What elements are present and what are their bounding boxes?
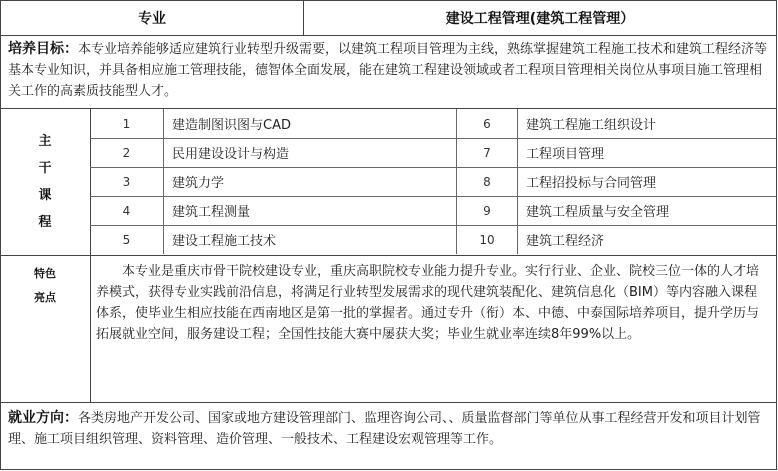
course-number: 10 [479, 232, 495, 247]
employment-paragraph [8, 408, 770, 450]
employment-colon: ： [64, 410, 78, 426]
courses-label-char: 课 [38, 187, 52, 203]
course-number: 7 [483, 145, 491, 160]
course-name: 建造制图识图与CAD [172, 118, 291, 133]
objective-paragraph [8, 39, 770, 102]
row-divider [0, 255, 777, 256]
course-number: 9 [483, 203, 491, 218]
course-number: 1 [122, 116, 131, 131]
features-paragraph [96, 261, 768, 345]
course-row [90, 109, 776, 138]
course-name: 工程项目管理 [526, 147, 605, 162]
course-name: 民用建设设计与构造 [172, 147, 290, 162]
features-label [0, 256, 90, 402]
major-value-cell [304, 1, 776, 35]
course-number: 2 [122, 145, 131, 160]
objective-colon: ： [64, 41, 78, 57]
major-label-cell [1, 1, 303, 35]
row-divider [0, 402, 777, 403]
employment-label: 就业方向 [8, 410, 64, 426]
course-number: 8 [483, 174, 491, 189]
course-name: 建设工程施工技术 [172, 234, 277, 249]
course-name: 建筑力学 [172, 176, 225, 191]
course-number: 4 [122, 203, 131, 218]
features-text: 本专业是重庆市骨干院校建设专业，重庆高职院校专业能力提升专业。实行行业、企业、院校三位一体的人才培养模式，获得专业实践前沿信息，将满足行业转型发展需求的现代建筑装配化、建筑信息化（BIM）等内容融入课程体系，使毕业生相应技能在西南地区是第一批的掌握者。通过专升（衔）本、中德、中泰国际培养项目，提升学历与拓展就业空间，服务建设工程；全国性技能大赛中屡获大奖；毕业生就业率连续8年99%以上。 [96, 264, 760, 342]
features-label-line: 特色 [34, 267, 56, 280]
courses-label-char: 主 [38, 133, 52, 149]
course-number: 5 [122, 232, 131, 247]
course-number: 6 [483, 116, 491, 131]
courses-label-char: 程 [38, 214, 52, 230]
course-row [90, 225, 776, 254]
objective-label: 培养目标 [8, 41, 64, 57]
courses-grid [90, 109, 776, 254]
course-row [90, 138, 776, 167]
course-row [90, 196, 776, 225]
row-divider [0, 35, 777, 36]
major-label: 专业 [138, 11, 166, 27]
course-name: 建筑工程施工组织设计 [526, 118, 657, 133]
objective-text: 本专业培养能够适应建筑行业转型升级需要，以建筑工程项目管理为主线，熟练掌握建筑工程施工技术和建筑工程经济等基本专业知识，并具备相应施工管理技能，德智体全面发展，能在建筑工程建设领域或者工程项目管理相关岗位从事项目施工管理相关工作的高素质技能型人才。 [8, 42, 768, 99]
course-number: 3 [122, 174, 131, 189]
courses-label-char: 干 [38, 160, 52, 176]
course-name: 建筑工程经济 [526, 234, 605, 249]
courses-label [0, 109, 90, 254]
course-name: 工程招投标与合同管理 [526, 176, 657, 191]
course-row [90, 167, 776, 196]
course-name: 建筑工程质量与安全管理 [526, 205, 670, 220]
features-label-divider [90, 256, 91, 402]
employment-text: 各类房地产开发公司、国家或地方建设管理部门、监理咨询公司、、质量监督部门等单位从事工程经营开发和项目计划管理、施工项目组织管理、资料管理、造价管理、一般技术、工程建设宏观管理等工作。 [8, 411, 761, 447]
major-value: 建设工程管理(建筑工程管理） [445, 11, 635, 27]
course-name: 建筑工程测量 [172, 205, 251, 220]
features-label-line: 亮点 [34, 291, 56, 304]
